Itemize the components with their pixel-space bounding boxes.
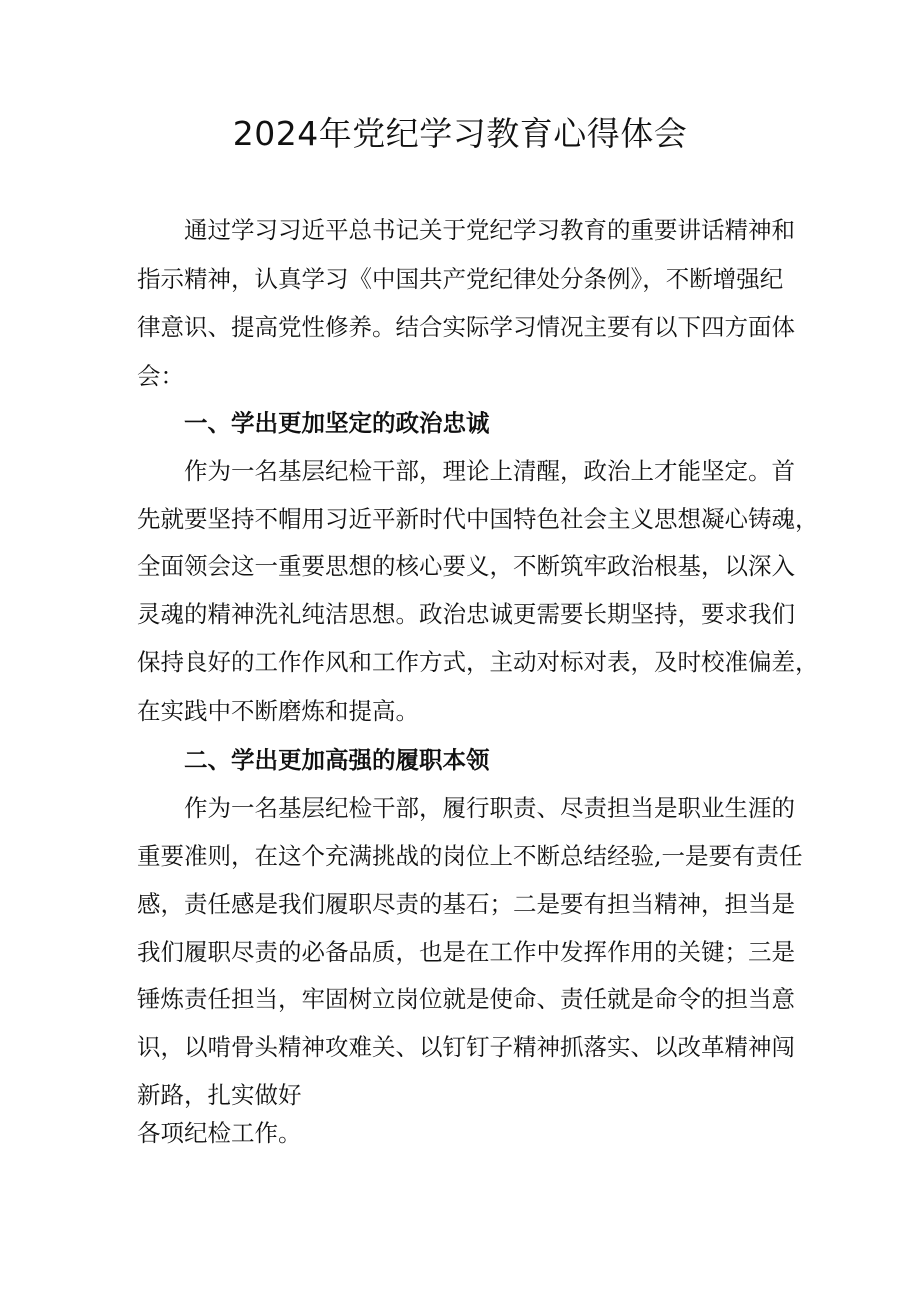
section2-line: 作为一名基层纪检干部，履行职责、尽责担当是职业生涯的 [184,794,795,822]
section1-line: 先就要坚持不帽用习近平新时代中国特色社会主义思想凝心铸魂， [137,505,819,533]
section2-line: 识，以啃骨头精神攻难关、以钉钉子精神抓落实、以改革精神闯 [137,1033,795,1061]
intro-line: 通过学习习近平总书记关于党纪学习教育的重要讲话精神和 [184,216,795,244]
document-title: 2024年党纪学习教育心得体会 [232,114,688,153]
section2-line: 我们履职尽责的必备品质，也是在工作中发挥作用的关键；三是 [137,938,795,966]
section1-line: 在实践中不断磨炼和提高。 [137,697,419,725]
section1-line: 全面领会这一重要思想的核心要义，不断筑牢政治根基，以深入 [137,552,795,580]
section2-line: 各项纪检工作。 [137,1119,302,1147]
intro-line: 律意识、提高党性修养。结合实际学习情况主要有以下四方面体 [137,313,795,341]
intro-line: 指示精神，认真学习《中国共产党纪律处分条例》，不断增强纪 [137,265,784,293]
section-heading-2: 二、学出更加高强的履职本领 [184,746,490,774]
section1-line: 作为一名基层纪检干部，理论上清醒，政治上才能坚定。首 [184,457,795,485]
section1-line: 保持良好的工作作风和工作方式，主动对标对表，及时校准偏差， [137,648,819,676]
section2-line: 锤炼责任担当，牢固树立岗位就是使命、责任就是命令的担当意 [137,985,795,1013]
section1-line: 灵魂的精神洗礼纯洁思想。政治忠诚更需要长期坚持，要求我们 [137,600,795,628]
intro-line: 会： [137,362,184,390]
section2-line: 感，责任感是我们履职尽责的基石；二是要有担当精神，担当是 [137,890,795,918]
section2-line: 新路，扎实做好 [137,1081,302,1109]
section2-line: 重要准则，在这个充满挑战的岗位上不断总结经验,一是要有责任 [137,842,803,870]
section-heading-1: 一、学出更加坚定的政治忠诚 [184,409,490,437]
